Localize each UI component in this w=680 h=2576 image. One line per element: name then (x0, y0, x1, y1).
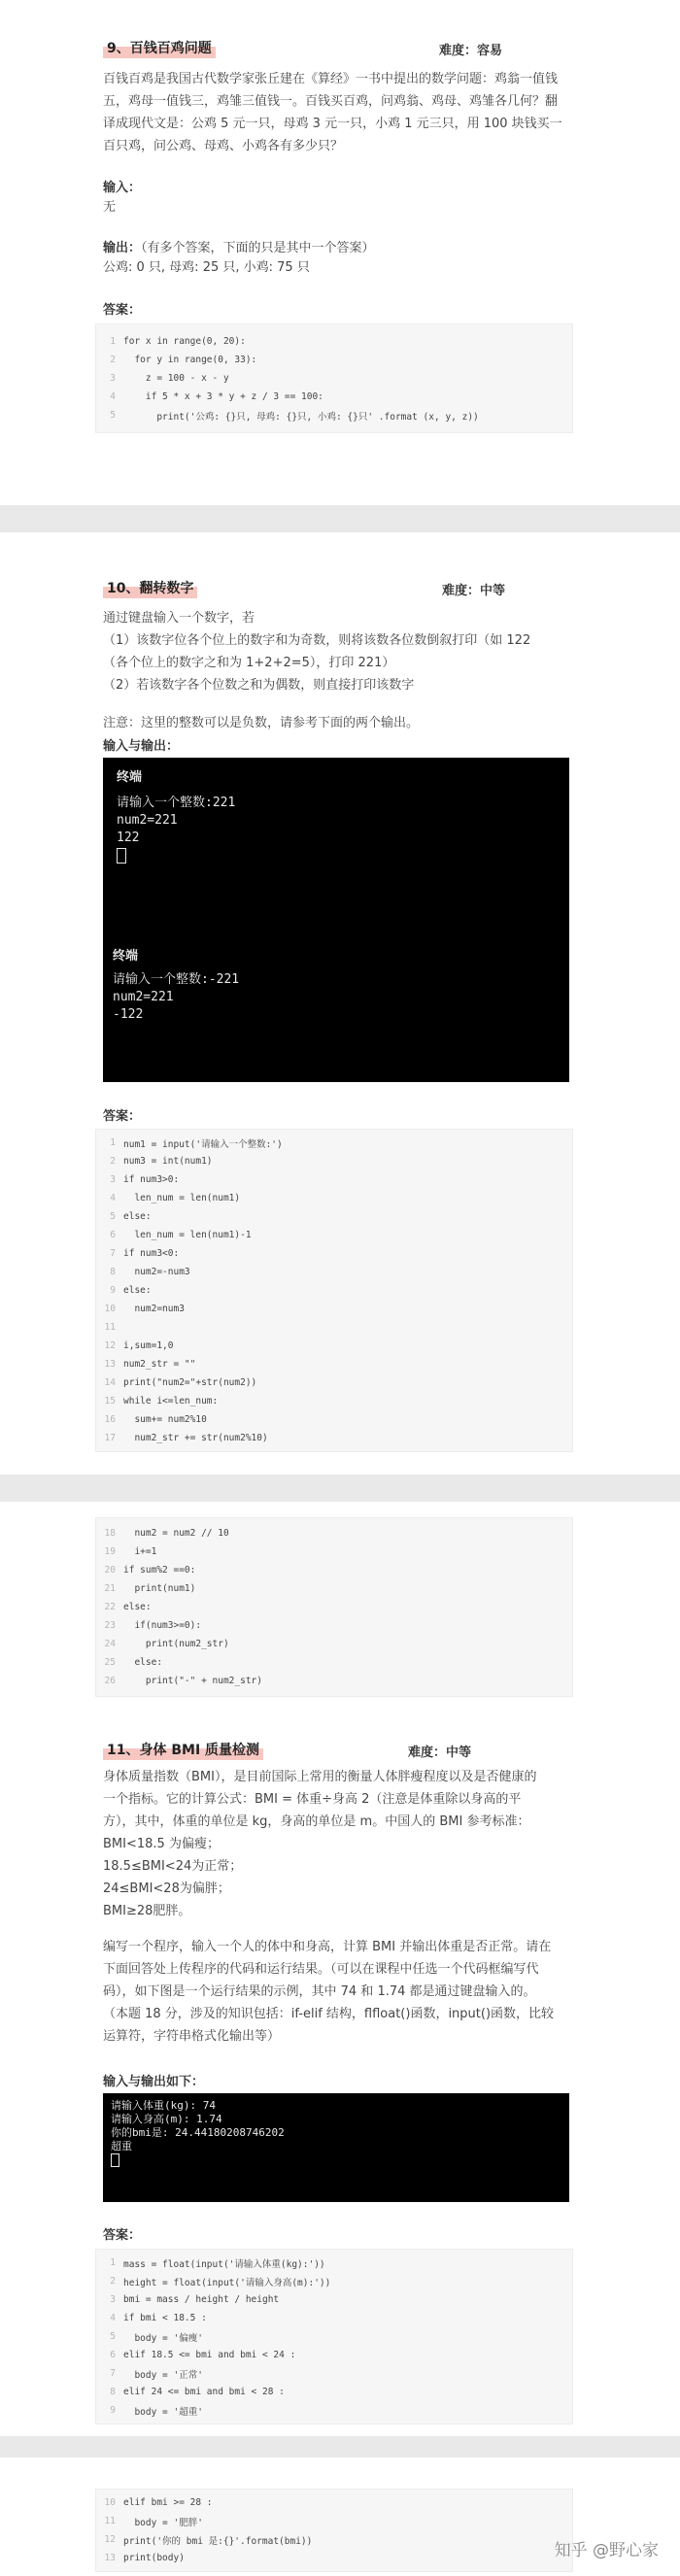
answer-label: 答案： (103, 2228, 142, 2243)
output-value: 公鸡: 0 只, 母鸡: 25 只, 小鸡: 75 只 (103, 260, 310, 275)
line-number: 17 (104, 1433, 116, 1443)
code-line (96, 1170, 572, 1189)
question-title: 10、翻转数字 (103, 577, 197, 598)
terminal-line: 超重 (111, 2140, 132, 2152)
code-text: body = '偏瘦' (123, 2332, 203, 2344)
code-text: num3 = int(num1) (123, 1156, 213, 1167)
answer-label: 答案： (103, 303, 142, 318)
description-line: 方），其中，体重的单位是 kg，身高的单位是 m。中国人的 BMI 参考标准： (103, 1814, 530, 1829)
code-text: z = 100 - x - y (123, 373, 229, 384)
code-text: num2 = num2 // 10 (123, 1528, 229, 1539)
code-line (96, 2254, 572, 2272)
code-line (96, 2401, 572, 2420)
line-number: 9 (110, 1285, 116, 1296)
line-number: 26 (104, 1676, 116, 1686)
line-number: 5 (110, 2331, 116, 2342)
description-line: （2）若该数字各个位数之和为偶数，则直接打印该数字 (103, 678, 415, 693)
answer-label: 答案： (103, 1109, 142, 1124)
code-text: elif 24 <= bmi and bmi < 28 : (123, 2387, 285, 2397)
description-line: 运算符，字符串格式化输出等） (103, 2029, 281, 2044)
description-line: BMI<18.5 为偏瘦； (103, 1837, 220, 1851)
code-text: print('你的 bmi 是:{}'.format(bmi)) (123, 2535, 313, 2547)
line-number: 4 (110, 391, 116, 402)
code-line (96, 2493, 572, 2512)
code-line (96, 1300, 572, 1318)
line-number: 13 (104, 1359, 116, 1370)
code-line (96, 2530, 572, 2549)
code-line (96, 1337, 572, 1355)
terminal-cursor (117, 847, 556, 864)
code-line (96, 1429, 572, 1447)
page-separator (0, 505, 680, 532)
line-number: 14 (104, 1377, 116, 1388)
line-number: 20 (104, 1565, 116, 1576)
code-line (96, 1410, 572, 1429)
io-label: 输入与输出如下： (103, 2075, 205, 2089)
code-line (96, 1561, 572, 1579)
code-line (96, 1263, 572, 1281)
code-text: if num3<0: (123, 1248, 180, 1259)
code-line (96, 1281, 572, 1300)
terminal-line: num2=221 (117, 813, 178, 828)
line-number: 11 (104, 2516, 116, 2526)
code-line (96, 2364, 572, 2383)
code-text: num2=num3 (123, 1304, 185, 1314)
terminal-window (103, 940, 569, 1082)
code-text: if bmi < 18.5 : (123, 2313, 207, 2323)
input-label: 输入： (103, 181, 142, 195)
line-number: 9 (110, 2405, 116, 2416)
code-line (96, 2327, 572, 2346)
code-block (95, 1129, 573, 1452)
description-line: BMI≥28肥胖。 (103, 1904, 191, 1918)
line-number: 25 (104, 1657, 116, 1668)
question-title: 9、百钱百鸡问题 (103, 37, 216, 58)
input-value: 无 (103, 200, 117, 215)
code-line (96, 1579, 572, 1598)
code-text: num2_str = "" (123, 1359, 196, 1370)
code-text: body = '超重' (123, 2406, 203, 2418)
code-line (96, 2383, 572, 2401)
code-text: i,sum=1,0 (123, 1340, 174, 1351)
code-text: i+=1 (123, 1546, 157, 1557)
question-requirements (103, 1936, 598, 2048)
code-text: print(body) (123, 2553, 185, 2563)
line-number: 13 (104, 2553, 116, 2563)
code-text: else: (123, 1211, 152, 1222)
line-number: 23 (104, 1620, 116, 1631)
code-line (96, 1226, 572, 1244)
code-line (96, 1635, 572, 1653)
code-line (96, 1616, 572, 1635)
code-text: if(num3>=0): (123, 1620, 202, 1631)
question-title: 11、身体 BMI 质量检测 (103, 1739, 263, 1760)
code-line (96, 2549, 572, 2567)
terminal-title: 终端 (117, 770, 143, 785)
terminal-line: 请输入体重(kg): 74 (111, 2099, 216, 2112)
code-line (96, 1134, 572, 1152)
terminal-line: num2=221 (113, 990, 174, 1004)
line-number: 6 (110, 1230, 116, 1240)
code-block (95, 1517, 573, 1697)
code-block (95, 323, 573, 433)
line-number: 2 (110, 2276, 116, 2287)
line-number: 2 (110, 1156, 116, 1167)
code-text: print(num1) (123, 1583, 196, 1594)
code-line (96, 1207, 572, 1226)
description-line: 编写一个程序，输入一个人的体中和身高，计算 BMI 并输出体重是否正常。请在 (103, 1940, 552, 1954)
line-number: 10 (104, 2497, 116, 2508)
code-line (96, 1355, 572, 1373)
line-number: 12 (104, 2534, 116, 2545)
line-number: 3 (110, 2294, 116, 2305)
line-number: 22 (104, 1602, 116, 1612)
line-number: 12 (104, 1340, 116, 1351)
code-text: body = '肥胖' (123, 2517, 203, 2528)
code-text: while i<=len_num: (123, 1396, 219, 1407)
code-text: print("-" + num2_str) (123, 1676, 262, 1686)
code-text: print('公鸡: {}只, 母鸡: {}只, 小鸡: {}只' .format (x, y, z)) (123, 411, 479, 423)
difficulty-label: 难度：中等 (408, 1746, 472, 1760)
terminal-line: 请输入一个整数:221 (117, 796, 236, 810)
output-note: （有多个答案，下面的只是其中一个答案） (141, 241, 375, 255)
code-text: if sum%2 ==0: (123, 1565, 196, 1576)
line-number: 8 (110, 2387, 116, 2397)
line-number: 10 (104, 1304, 116, 1314)
line-number: 3 (110, 373, 116, 384)
code-text: if num3>0: (123, 1174, 180, 1185)
line-number: 21 (104, 1583, 116, 1594)
code-line (96, 1653, 572, 1672)
code-text: print("num2="+str(num2)) (123, 1377, 257, 1388)
description-line: 一个指标。它的计算公式：BMI = 体重÷身高 2（注意是体重除以身高的平 (103, 1792, 522, 1807)
line-number: 15 (104, 1396, 116, 1407)
code-line (96, 1542, 572, 1561)
code-block (95, 2249, 573, 2424)
code-text: height = float(input('请输入身高(m):')) (123, 2277, 331, 2288)
code-text: len_num = len(num1)-1 (123, 1230, 252, 1240)
output-line (103, 237, 375, 255)
code-line (96, 1152, 572, 1170)
description-line: 身体质量指数（BMI），是目前国际上常用的衡量人体胖瘦程度以及是否健康的 (103, 1770, 537, 1784)
code-line (96, 2290, 572, 2309)
code-line (96, 406, 572, 424)
code-line (96, 1598, 572, 1616)
line-number: 4 (110, 2313, 116, 2323)
code-line (96, 388, 572, 406)
code-text: num2=-num3 (123, 1267, 190, 1277)
line-number: 1 (110, 336, 116, 347)
code-text: len_num = len(num1) (123, 1193, 241, 1203)
code-line (96, 1318, 572, 1337)
description-line: （本题 18 分，涉及的知识包括：if-elif 结构，flfloat()函数，input()函数，比较 (103, 2007, 555, 2021)
line-number: 5 (110, 1211, 116, 1222)
line-number: 4 (110, 1193, 116, 1203)
code-text: for y in range(0, 33): (123, 355, 257, 365)
code-line (96, 1373, 572, 1392)
description-line: 24≤BMI<28为偏胖； (103, 1881, 230, 1896)
code-text: elif 18.5 <= bmi and bmi < 24 : (123, 2350, 296, 2360)
code-line (96, 1524, 572, 1542)
terminal-window (103, 758, 569, 940)
line-number: 2 (110, 355, 116, 365)
difficulty-label: 难度：容易 (439, 44, 503, 58)
code-line (96, 369, 572, 388)
line-number: 6 (110, 2350, 116, 2360)
line-number: 24 (104, 1639, 116, 1649)
page-separator (0, 2436, 680, 2457)
code-line (96, 1392, 572, 1410)
code-line (96, 2512, 572, 2530)
output-label: 输出： (103, 241, 142, 255)
code-text: else: (123, 1602, 152, 1612)
code-text: body = '正常' (123, 2369, 203, 2381)
terminal-cursor (111, 2153, 561, 2167)
terminal-line: 请输入身高(m): 1.74 (111, 2113, 222, 2125)
line-number: 19 (104, 1546, 116, 1557)
note-text: 注意：这里的整数可以是负数，请参考下面的两个输出。 (103, 716, 420, 730)
code-text: if 5 * x + 3 * y + z / 3 == 100: (123, 391, 323, 402)
code-text: for x in range(0, 20): (123, 336, 246, 347)
page-separator (0, 1474, 680, 1502)
line-number: 1 (110, 1137, 116, 1148)
description-line: 18.5≤BMI<24为正常； (103, 1859, 243, 1874)
terminal-line: 请输入一个整数:-221 (113, 972, 240, 987)
description-line: 通过键盘输入一个数字，若 (103, 611, 255, 626)
description-line: 下面回答处上传程序的代码和运行结果。（可以在课程中任选一个代码框编写代 (103, 1962, 539, 1977)
question-description (103, 1766, 589, 1922)
code-text: bmi = mass / height / height (123, 2294, 280, 2305)
code-text: num2_str += str(num2%10) (123, 1433, 268, 1443)
line-number: 18 (104, 1528, 116, 1539)
line-number: 1 (110, 2257, 116, 2268)
code-text: num1 = input('请输入一个整数:') (123, 1138, 283, 1150)
difficulty-label: 难度：中等 (442, 584, 506, 598)
io-label: 输入与输出： (103, 739, 180, 754)
line-number: 7 (110, 2368, 116, 2379)
line-number: 3 (110, 1174, 116, 1185)
code-text: else: (123, 1657, 163, 1668)
description-line: （各个位上的数字之和为 1+2+2=5），打印 221） (103, 656, 395, 670)
code-line (96, 2272, 572, 2290)
terminal-title: 终端 (113, 949, 139, 964)
code-line (96, 1189, 572, 1207)
code-block (95, 2489, 573, 2572)
line-number: 8 (110, 1267, 116, 1277)
question-description (103, 607, 589, 696)
description-line: （1）该数字位各个位上的数字和为奇数，则将该数各位数倒叙打印（如 122 (103, 633, 531, 648)
watermark-text: 知乎 @野心家 (554, 2541, 659, 2560)
question-description: 百钱百鸡是我国古代数学家张丘建在《算经》一书中提出的数学问题：鸡翁一值钱五，鸡母一值钱三，鸡雏三值钱一。百钱买百鸡，问鸡翁、鸡母、鸡雏各几何？翻译成现代文是：公鸡 5 元一只，母鸡 3 元一只，小鸡 1 元三只，用 100 块钱买一百只鸡，问公鸡、母鸡、小鸡各有多少只？ (103, 72, 562, 153)
code-line (96, 2346, 572, 2364)
terminal-line: -122 (113, 1007, 144, 1022)
line-number: 11 (104, 1322, 116, 1333)
code-text: mass = float(input('请输入体重(kg):')) (123, 2258, 325, 2270)
code-text: elif bmi >= 28 : (123, 2497, 213, 2508)
terminal-line: 122 (117, 830, 140, 845)
code-text: else: (123, 1285, 152, 1296)
code-text: sum+= num2%10 (123, 1414, 207, 1425)
code-line (96, 332, 572, 351)
line-number: 16 (104, 1414, 116, 1425)
code-line (96, 1672, 572, 1690)
code-line (96, 351, 572, 369)
terminal-line: 你的bmi是: 24.44180208746202 (111, 2126, 285, 2139)
description-line: 码），如下图是一个运行结果的示例，其中 74 和 1.74 都是通过键盘输入的。 (103, 1984, 536, 1999)
code-text: print(num2_str) (123, 1639, 229, 1649)
terminal-window (103, 2093, 569, 2202)
code-line (96, 1244, 572, 1263)
line-number: 5 (110, 410, 116, 421)
code-line (96, 2309, 572, 2327)
line-number: 7 (110, 1248, 116, 1259)
